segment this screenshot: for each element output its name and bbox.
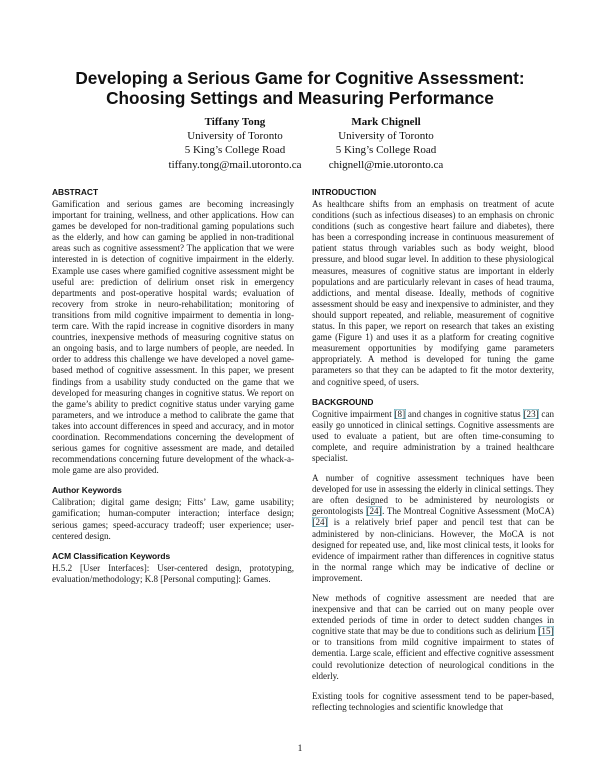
acm-heading: ACM Classification Keywords — [52, 550, 171, 561]
author-keywords-heading: Author Keywords — [52, 485, 122, 496]
background-paragraph-2 — [312, 473, 554, 584]
author-keywords-text: Calibration; digital game design; Fitts’ Law, game usability; gamification; human-computer interaction; interface design; serious games; speed-accuracy tradeoff; user experience; user-centered design. — [52, 497, 294, 541]
citation-link[interactable]: [23] — [523, 408, 539, 419]
page-number: 1 — [297, 744, 303, 754]
citation-link[interactable]: [24] — [312, 517, 328, 528]
acm-text: H.5.2 [User Interfaces]: User-centered design, prototyping, evaluation/methodology; K.8 [Personal computing]: Games. — [52, 562, 294, 584]
author-affiliation: University of Toronto — [187, 130, 283, 143]
left-column — [52, 187, 294, 594]
text-run: Cognitive impairment — [312, 408, 395, 419]
title-line-2: Choosing Settings and Measuring Performance — [106, 88, 494, 108]
introduction-heading: INTRODUCTION — [312, 187, 377, 197]
text-run: can easily go unnoticed in clinical settings. Cognitive assessments are used to evaluate a patient, but are often time-consuming to complete, and require administration by a trained healthcare specialist. — [312, 408, 554, 463]
background-paragraph-3 — [312, 593, 554, 682]
introduction-text: As healthcare shifts from an emphasis on treatment of acute conditions (such as infectious diseases) to an emphasis on chronic conditions (such as congestive heart failure and diabetes), there has been a corresponding increase in continuous measurement of patient status through variables such as body weight, blood pressure, and blood sugar level. In addition to these physiological measures, measures of cognitive status are important in elderly populations and are particularly relevant in cases of head trauma, addictions, and mental disease. Ideally, methods of cognitive assessment should be easy and inexpensive to administer, and they should support repeated, and reliable, measurement of cognitive status. In this paper, we report on research that takes an existing game (Figure 1) and uses it as a platform for creating cognitive measurement opportunities by modifying game parameters appropriately. A method is developed for tuning the game parameters so that they can be adapted to fit the motor dexterity, and cognitive speed, of users. — [312, 199, 554, 387]
background-paragraph-4: Existing tools for cognitive assessment tend to be paper-based, reflecting technologies and scientific knowledge that — [312, 690, 554, 712]
title-line-1: Developing a Serious Game for Cognitive Assessment: — [75, 68, 525, 88]
text-run: and changes in cognitive status — [405, 408, 524, 419]
author-address: 5 King’s College Road — [184, 144, 286, 157]
text-run: New methods of cognitive assessment are needed that are inexpensive and that can be carried out on many people over extended periods of time in order to detect sudden changes in cognitive state that may be due to conditions such as delirium — [312, 593, 554, 637]
paper-title — [30, 68, 570, 108]
author-name: Mark Chignell — [351, 116, 421, 128]
author-name: Tiffany Tong — [204, 116, 266, 128]
text-run: or to transitions from mild cognitive impairment to states of dementia. Large scale, efficient and effective cognitive assessment could revolutionize detection of neurological conditions in the elderly. — [312, 637, 554, 681]
author-email: chignell@mie.utoronto.ca — [328, 158, 444, 171]
text-run: A number of cognitive assessment techniques have been developed for use in assessing the elderly in clinical settings. They are often designed to be administered by neurologists or gerontologists — [312, 473, 554, 517]
text-run: . The Montreal Cognitive Assessment (MoCA) — [382, 506, 555, 517]
author-affiliation: University of Toronto — [338, 130, 434, 143]
text-run: is a relatively brief paper and pencil test that can be administered by non-clinicians. However, the MoCA is not designed for repeated use, and, like most clinical tests, it looks for evidence of impairment rather than differences in cognitive status in the normal range which may be indicative of decline or improvement. — [312, 517, 554, 583]
citation-link[interactable]: [24] — [366, 506, 382, 517]
background-paragraph-1 — [312, 409, 554, 464]
author-address: 5 King’s College Road — [335, 144, 437, 157]
abstract-text: Gamification and serious games are becoming increasingly important for training, wellness, and other applications. How can games be developed for non-traditional gaming populations such as the elderly, and how can gaming be applied in non-traditional areas such as cognitive assessment? The application that we were interested in is detection of cognitive impairment in the elderly. Example use cases where gamified cognitive assessment might be useful are: prediction of delirium onset risk in emergency departments and post-operative hospital wards; evaluation of recovery from stroke in neuro-rehabilitation; monitoring of transitions from mild cognitive impairment to dementia in long-term care. With the rapid increase in cognitive disorders in many countries, inexpensive methods of measuring cognitive status on an ongoing basis, and to large numbers of people, are needed. In order to address this challenge we have developed a novel game-based method of cognitive assessment. In this paper, we present findings from a usability study conducted on the game that we developed for measuring changes in cognitive status. We report on the game’s ability to predict cognitive status under varying game parameters, and we introduce a method to calibrate the game that takes into account differences in speed and accuracy, and in motor coordination. Recommendations concerning the development of serious games for cognitive assessment are made, and detailed recommendations concerning future development of the whack-a-mole game are also provided. — [52, 199, 294, 476]
author-block-2 — [276, 115, 496, 172]
abstract-heading: ABSTRACT — [52, 187, 99, 197]
citation-link[interactable]: [15] — [538, 626, 554, 637]
background-heading: BACKGROUND — [312, 396, 374, 407]
author-email: tiffany.tong@mail.utoronto.ca — [168, 158, 302, 171]
right-column — [312, 187, 554, 722]
citation-link[interactable]: [8] — [394, 408, 406, 419]
